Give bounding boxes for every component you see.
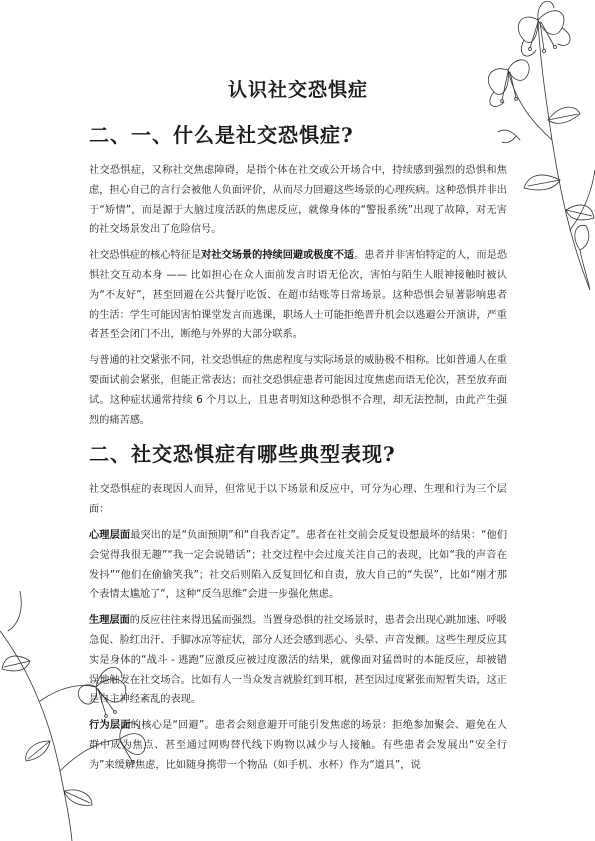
physiological-text: 的反应往往来得迅猛而强烈。当置身恐惧的社交场景时，患者会出现心跳加速、呼吸急促、脸红出汗、手脚冰凉等症状，部分人还会感到恶心、头晕、声音发颤。这些生理反应其实是身体的“战斗 - 逃跑”应激反应被过度激活的结果，就像面对猛兽时的本能反应，却被错误地触发在社交场合。比如有人一当众发言就脸红到耳根，甚至因过度紧张而短暂失语，这正是自主神经紊乱的表现。 — [89, 615, 507, 706]
section1-paragraph-1: 社交恐惧症，又称社交焦虑障碍，是指个体在社交或公开场合中，持续感到强烈的恐惧和焦虑，担心自己的言行会被他人负面评价，从而尽力回避这些场景的心理疾病。这种恐惧并非出于“矫情”，而是源于大脑过度活跃的焦虑反应，就像身体的“警报系统”出现了故障，对无害的社交场景发出了危险信号。 — [89, 165, 507, 236]
behavioral-label: 行为层面 — [89, 720, 131, 732]
psychological-paragraph — [89, 526, 507, 605]
behavioral-paragraph — [89, 716, 507, 775]
behavioral-text: 的核心是“回避”。患者会刻意避开可能引发焦虑的场景：拒绝参加聚会、避免在人群中成为焦点、甚至通过网购替代线下购物以减少与人接触。有些患者会发展出“安全行为”来缓解焦虑，比如随身携带一个物品（如手机、水杯）作为“道具”，说 — [89, 720, 507, 771]
para2-body-text: 。患者并非害怕特定的人，而是恐惧社交互动本身 —— 比如担心在众人面前发言时语无伦次，害怕与陌生人眼神接触时被认为“不友好”，甚至回避在公共餐厅吃饭、在超市结账等日常场景。这种恐惧会显著影响患者的生活：学生可能因害怕课堂发言而逃课，职场人士可能拒绝晋升机会以逃避公开演讲，严重者甚至会闭门不出，断绝与外界的大部分联系。 — [89, 250, 508, 341]
psychological-text: 最突出的是“负面预期”和“自我否定”。患者在社交前会反复设想最坏的结果：“他们会觉得我很无趣”“我一定会说错话”；社交过程中会过度关注自己的表现，比如“我的声音在发抖”“他们在偷偷笑我”；社交后则陷入反复回忆和自责，放大自己的“失误”，比如“刚才那个表情太尴尬了”，这种“反刍思维”会进一步强化焦虑。 — [89, 529, 508, 601]
document-title: 认识社交恐惧症 — [227, 79, 368, 101]
para2-bold-text: 对社交场景的持续回避或极度不适 — [201, 250, 355, 262]
physiological-paragraph — [89, 611, 507, 710]
section2-intro: 社交恐惧症的表现因人而异，但常见于以下场景和反应中，可分为心理、生理和行为三个层面： — [89, 484, 507, 516]
para2-lead-text: 社交恐惧症的核心特征是 — [89, 250, 202, 262]
document-content — [89, 75, 507, 782]
section1-paragraph-2 — [89, 246, 507, 345]
section1-paragraph-3: 与普通的社交紧张不同，社交恐惧症的焦虑程度与实际场景的威胁极不相称。比如普通人在重要面试前会紧张，但能正常表达；而社交恐惧症患者可能因过度焦虑而语无伦次，甚至放弃面试。这种症状通常持续 6 个月以上，且患者明知这种恐惧不合理，却无法控制，由此产生强烈的痛苦感。 — [89, 355, 507, 426]
physiological-label: 生理层面 — [89, 615, 130, 627]
section1-heading: 二、一、什么是社交恐惧症? — [89, 123, 354, 147]
section2-heading: 二、社交恐惧症有哪些典型表现? — [89, 442, 396, 467]
psychological-label: 心理层面 — [89, 529, 131, 541]
